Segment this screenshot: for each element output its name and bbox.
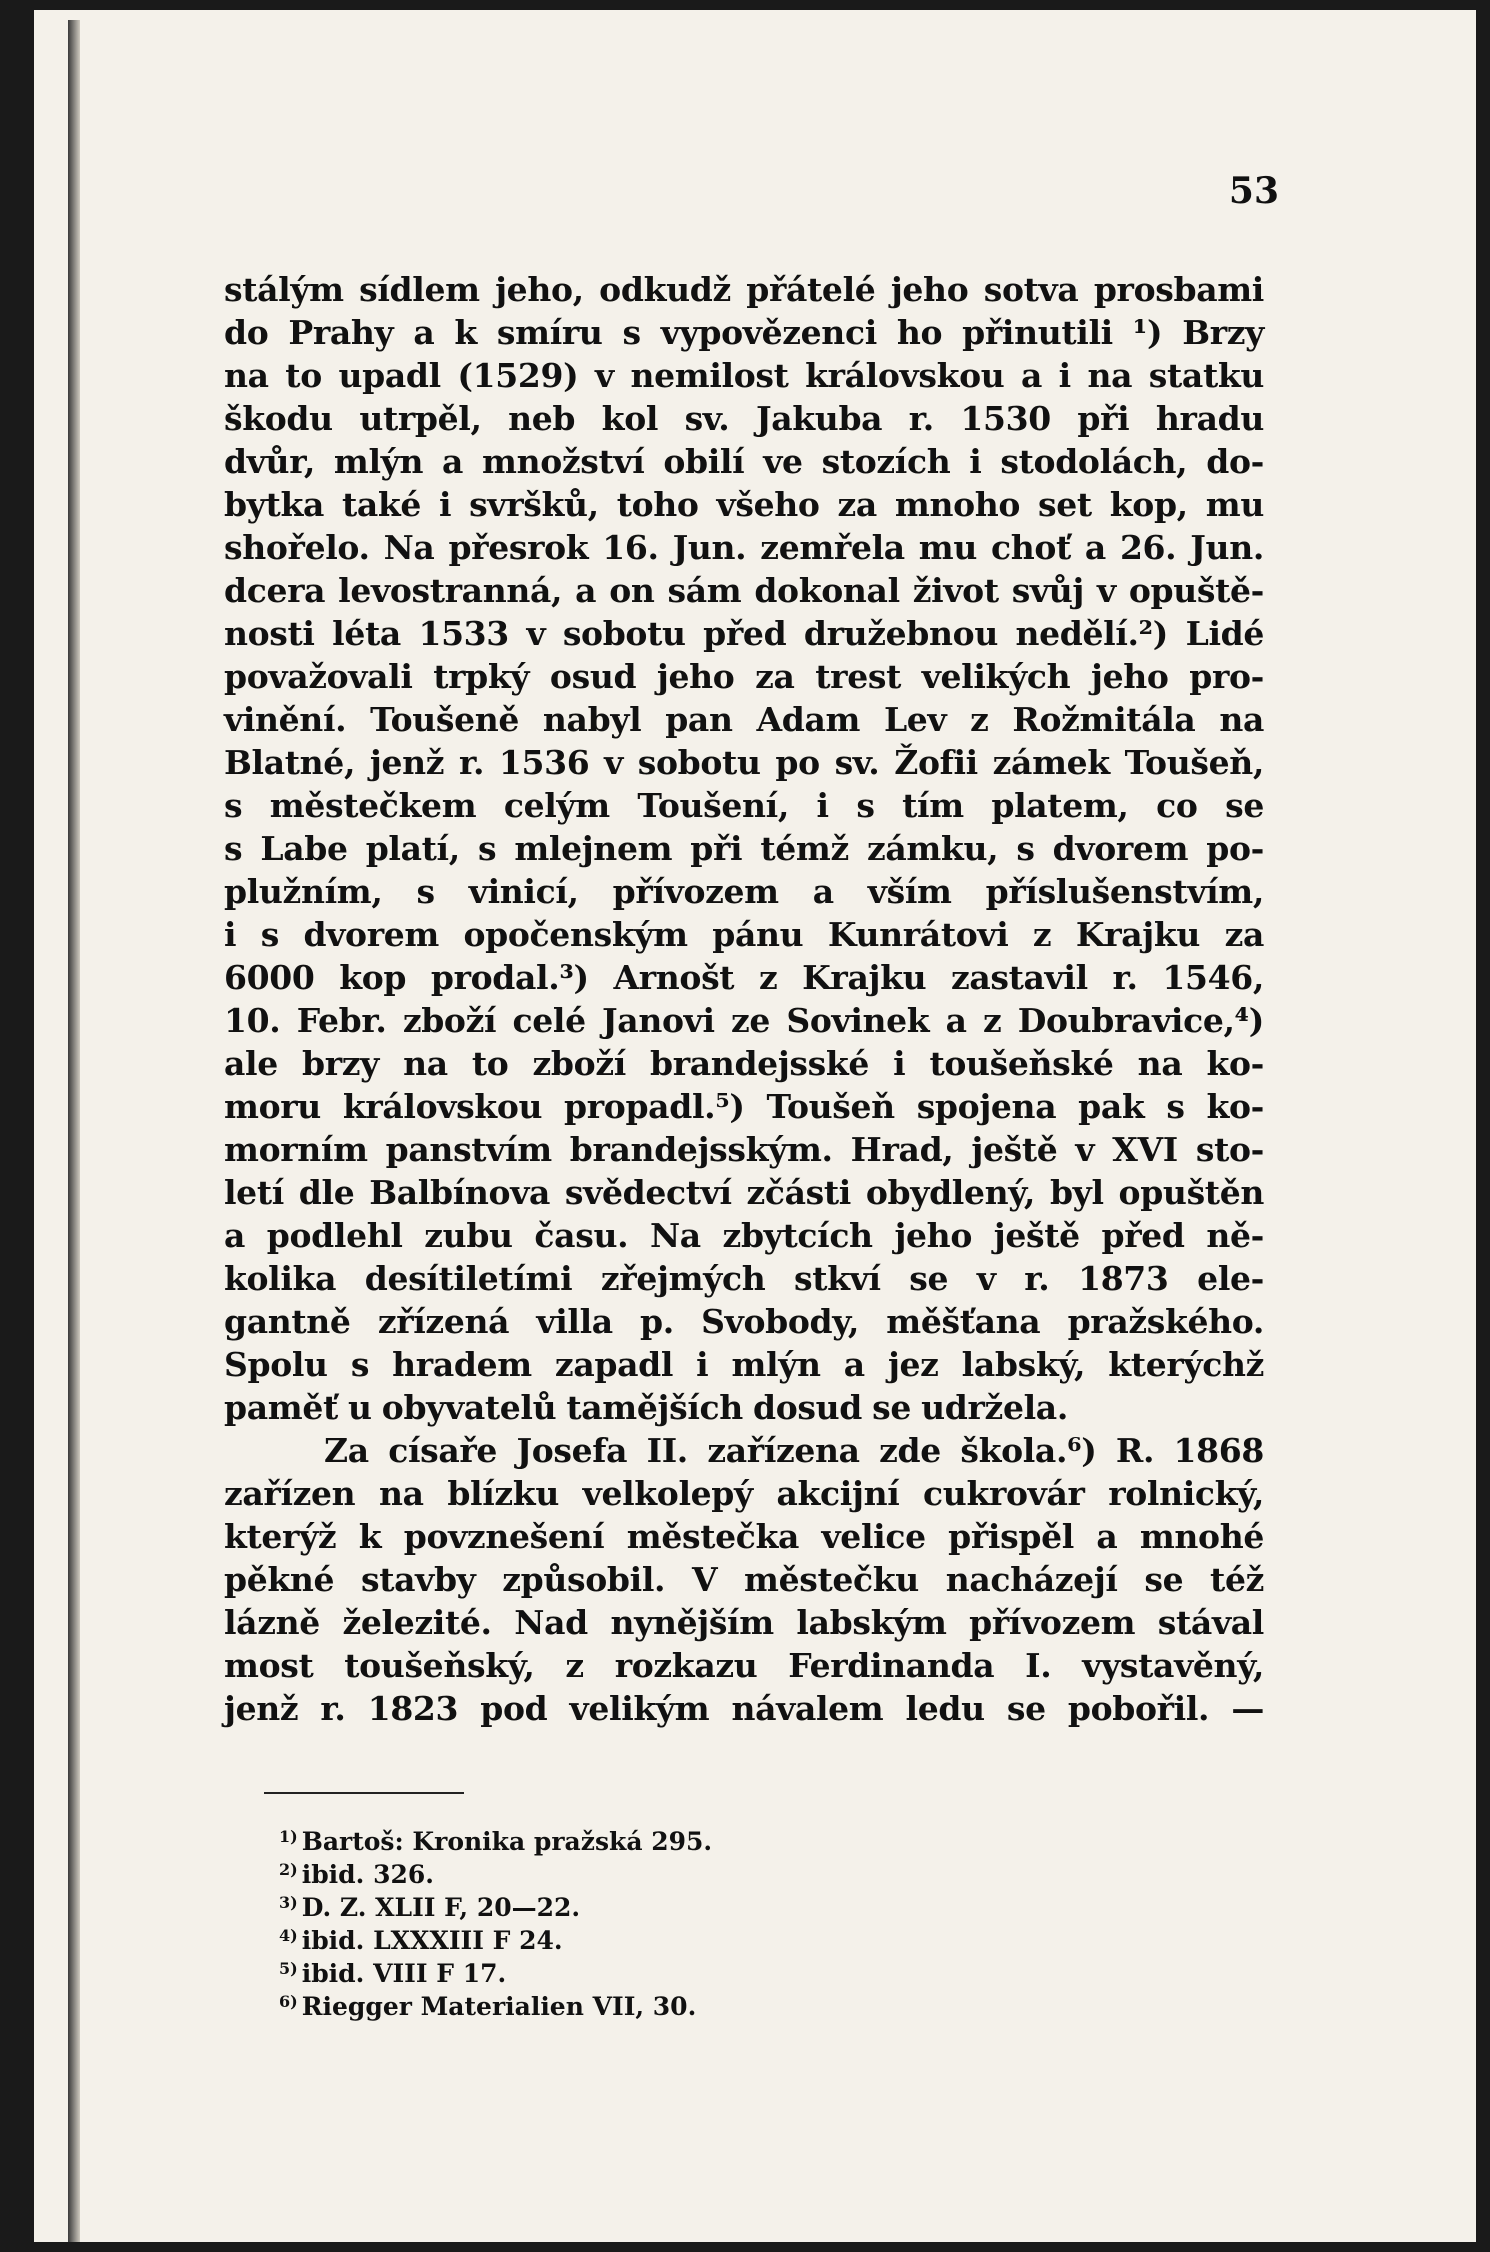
text-line: nosti léta 1533 v sobotu před družebnou nedělí.²) Lidé	[224, 614, 1264, 653]
text-line: bytka také i svršků, toho všeho za mnoho set kop, mu	[224, 485, 1264, 524]
footnote-text: ibid. 326.	[301, 1860, 434, 1889]
footnote-mark: 5)	[279, 1959, 298, 1978]
footnote-text: ibid. LXXXIII F 24.	[301, 1926, 563, 1955]
footnotes	[279, 1820, 1079, 2021]
text-line: Blatné, jenž r. 1536 v sobotu po sv. Žofii zámek Toušeň,	[224, 743, 1264, 782]
text-line: a podlehl zubu času. Na zbytcích jeho ještě před ně-	[224, 1216, 1264, 1255]
footnote-text: D. Z. XLII F, 20—22.	[301, 1893, 581, 1922]
text-line: plužním, s vinicí, přívozem a vším příslušenstvím,	[224, 872, 1264, 911]
footnote-divider	[264, 1792, 464, 1794]
text-line-paragraph-start: Za císaře Josefa II. zařízena zde škola.⁶) R. 1868	[324, 1431, 1264, 1470]
text-line: Spolu s hradem zapadl i mlýn a jez labský, kterýchž	[224, 1345, 1264, 1384]
text-line: s městečkem celým Toušení, i s tím platem, co se	[224, 786, 1264, 825]
text-line: vinění. Toušeně nabyl pan Adam Lev z Rožmitála na	[224, 700, 1264, 739]
footnote-4	[279, 1919, 1079, 1955]
text-line: 6000 kop prodal.³) Arnošt z Krajku zastavil r. 1546,	[224, 958, 1264, 997]
text-line: dvůr, mlýn a množství obilí ve stozích i stodolách, do-	[224, 442, 1264, 481]
text-line: 10. Febr. zboží celé Janovi ze Sovinek a z Doubravice,⁴)	[224, 1001, 1264, 1040]
text-line: lázně železité. Nad nynějším labským přívozem stával	[224, 1603, 1264, 1642]
text-line: škodu utrpěl, neb kol sv. Jakuba r. 1530 při hradu	[224, 399, 1264, 438]
text-line: pěkné stavby způsobil. V městečku nacházejí se též	[224, 1560, 1264, 1599]
footnote-6	[279, 1985, 1079, 2021]
footnote-5	[279, 1952, 1079, 1988]
footnote-3	[279, 1886, 1079, 1922]
footnote-mark: 4)	[279, 1926, 298, 1945]
footnote-mark: 6)	[279, 1992, 298, 2011]
footnote-2	[279, 1853, 1079, 1889]
text-line: letí dle Balbínova svědectví zčásti obydlený, byl opuštěn	[224, 1173, 1264, 1212]
text-line: na to upadl (1529) v nemilost královskou a i na statku	[224, 356, 1264, 395]
text-line: morním panstvím brandejsským. Hrad, ještě v XVI sto-	[224, 1130, 1264, 1169]
footnote-mark: 1)	[279, 1827, 298, 1846]
text-line: ale brzy na to zboží brandejsské i toušeňské na ko-	[224, 1044, 1264, 1083]
footnote-text: Bartoš: Kronika pražská 295.	[301, 1827, 713, 1856]
text-line: kterýž k povznešení městečka velice přispěl a mnohé	[224, 1517, 1264, 1556]
body-text	[224, 268, 1264, 1730]
text-line: považovali trpký osud jeho za trest velikých jeho pro-	[224, 657, 1264, 696]
text-line: i s dvorem opočenským pánu Kunrátovi z Krajku za	[224, 915, 1264, 954]
footnote-mark: 3)	[279, 1893, 298, 1912]
text-line: zařízen na blízku velkolepý akcijní cukrovár rolnický,	[224, 1474, 1264, 1513]
text-line: most toušeňský, z rozkazu Ferdinanda I. vystavěný,	[224, 1646, 1264, 1685]
book-spine-shadow	[68, 20, 80, 2252]
page-number: 53	[1228, 170, 1279, 212]
text-line: jenž r. 1823 pod velikým návalem ledu se pobořil. —	[224, 1689, 1264, 1728]
footnote-text: ibid. VIII F 17.	[301, 1959, 507, 1988]
footnote-text: Riegger Materialien VII, 30.	[301, 1992, 697, 2021]
text-line: shořelo. Na přesrok 16. Jun. zemřela mu choť a 26. Jun.	[224, 528, 1264, 567]
footnote-1	[279, 1820, 1079, 1856]
text-line: do Prahy a k smíru s vypovězenci ho přinutili ¹) Brzy	[224, 313, 1264, 352]
text-line: gantně zřízená villa p. Svobody, měšťana pražského.	[224, 1302, 1264, 1341]
text-line: s Labe platí, s mlejnem při témž zámku, s dvorem po-	[224, 829, 1264, 868]
text-line: dcera levostranná, a on sám dokonal život svůj v opuště-	[224, 571, 1264, 610]
text-line: moru královskou propadl.⁵) Toušeň spojena pak s ko-	[224, 1087, 1264, 1126]
text-line: stálým sídlem jeho, odkudž přátelé jeho sotva prosbami	[224, 270, 1264, 309]
footnote-mark: 2)	[279, 1860, 298, 1879]
text-line: kolika desítiletími zřejmých stkví se v r. 1873 ele-	[224, 1259, 1264, 1298]
text-line-paragraph-end: paměť u obyvatelů tamějších dosud se udržela.	[224, 1388, 1068, 1427]
